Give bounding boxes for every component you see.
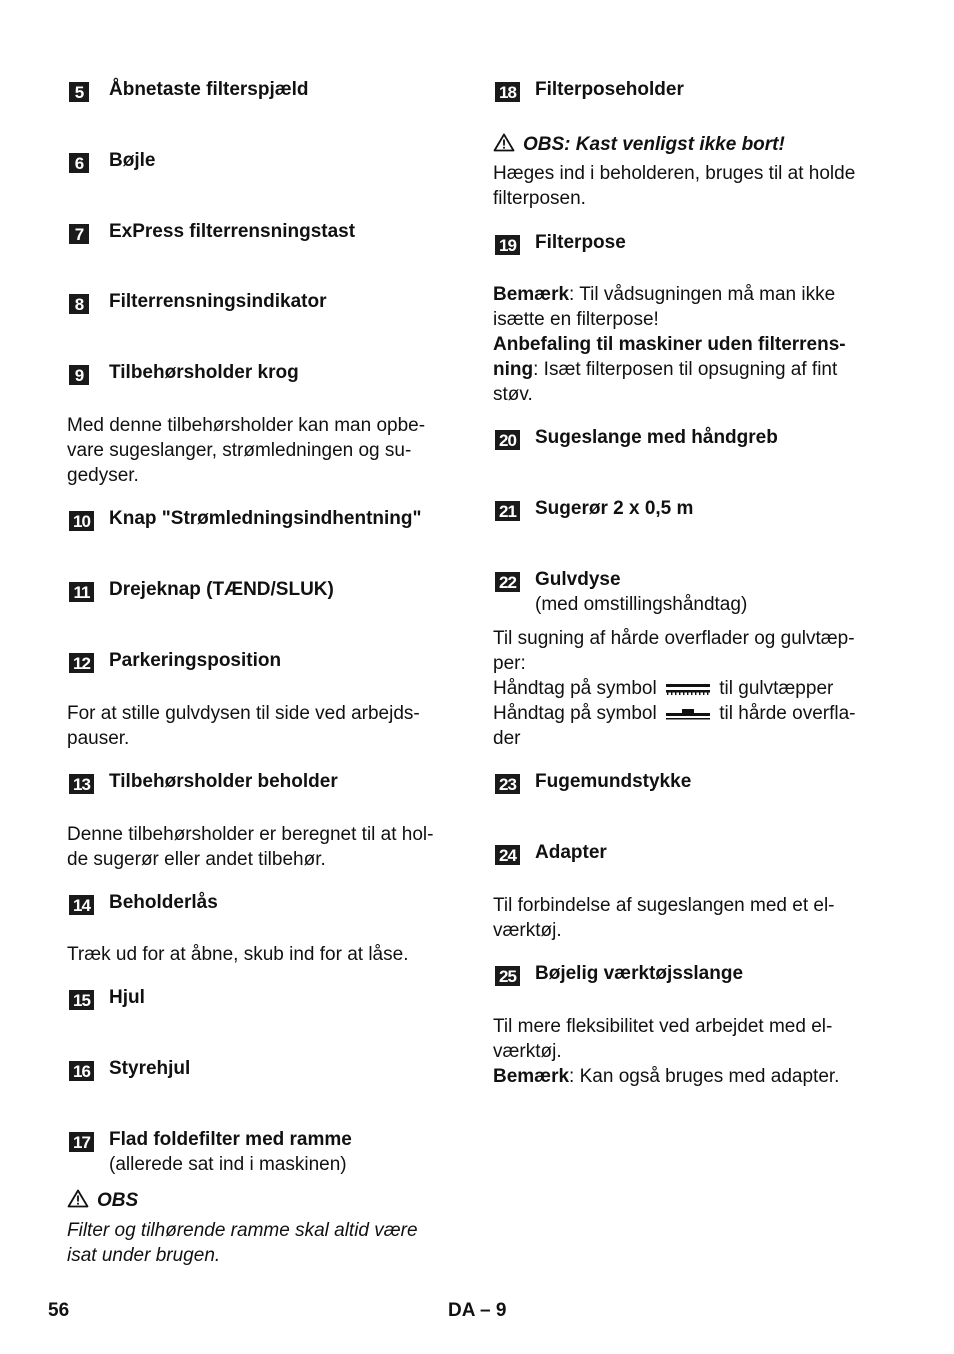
item-25-description: Til mere fleksibilitet ved arbejdet med el- værktøj. Bemærk: Kan også bruges med adapter. xyxy=(493,1016,840,1087)
item-number-badge: 17 xyxy=(69,1132,94,1152)
item-title: Flad foldefilter med ramme xyxy=(109,1129,352,1150)
item-number-badge: 25 xyxy=(495,966,520,986)
item-9-description: Med denne tilbehørsholder kan man opbe- vare sugeslanger, strømledningen og su- gedyser. xyxy=(67,415,426,486)
item-title: Fugemundstykke xyxy=(535,771,692,792)
item-17-warning xyxy=(67,1188,138,1213)
item-number-badge: 24 xyxy=(495,845,520,865)
item-title: Filterposeholder xyxy=(535,79,684,100)
item-number-badge: 6 xyxy=(69,153,89,173)
item-number-badge: 10 xyxy=(69,511,94,531)
carpet-symbol-icon xyxy=(666,682,710,696)
item-title: Styrehjul xyxy=(109,1058,191,1079)
item-number-badge: 15 xyxy=(69,990,94,1010)
item-number-badge: 16 xyxy=(69,1061,94,1081)
item-title: Åbnetaste filterspjæld xyxy=(109,79,309,100)
item-title: Knap "Strømledningsindhentning" xyxy=(109,508,422,529)
item-17-warning-text: Filter og tilhørende ramme skal altid være isat under brugen. xyxy=(67,1220,418,1266)
item-22-description: Til sugning af hårde overflader og gulvtæp- per: Håndtag på symbol til gulvtæpper Håndtag på symbol til hårde overfla- der xyxy=(493,628,856,749)
item-18-warning xyxy=(493,132,785,157)
item-title: Bøjelig værktøjsslange xyxy=(535,963,744,984)
item-number-badge: 9 xyxy=(69,365,89,385)
warning-label: OBS: Kast venligst ikke bort! xyxy=(523,134,785,155)
item-18-description: Hæges ind i beholderen, bruges til at holde filterposen. xyxy=(493,163,856,209)
item-number-badge: 19 xyxy=(495,235,520,255)
warning-label: OBS xyxy=(97,1190,139,1211)
item-number-badge: 18 xyxy=(495,82,520,102)
item-title: Filterrensningsindikator xyxy=(109,291,327,312)
warning-triangle-icon xyxy=(67,1189,89,1208)
item-12-description: For at stille gulvdysen til side ved arbejds- pauser. xyxy=(67,703,420,749)
item-number-badge: 22 xyxy=(495,572,520,592)
item-number-badge: 20 xyxy=(495,430,520,450)
item-number-badge: 13 xyxy=(69,774,94,794)
page-number: 56 xyxy=(48,1300,70,1321)
item-title: Hjul xyxy=(109,987,145,1008)
item-title: Drejeknap (TÆND/SLUK) xyxy=(109,579,334,600)
item-14-description: Træk ud for at åbne, skub ind for at låse. xyxy=(67,944,409,965)
section-label: DA – 9 xyxy=(448,1300,507,1321)
item-title: Adapter xyxy=(535,842,607,863)
item-number-badge: 8 xyxy=(69,294,89,314)
item-number-badge: 14 xyxy=(69,895,94,915)
item-19-notes: Bemærk: Til vådsugningen må man ikke isætte en filterpose! Anbefaling til maskiner uden filterrens- ning: Isæt filterposen til opsugning af fint støv. xyxy=(493,284,846,405)
warning-triangle-icon xyxy=(493,133,515,152)
item-title: Gulvdyse xyxy=(535,569,621,590)
item-title: Tilbehørsholder beholder xyxy=(109,771,338,792)
item-title: Tilbehørsholder krog xyxy=(109,362,299,383)
item-title: ExPress filterrensningstast xyxy=(109,221,356,242)
item-number-badge: 7 xyxy=(69,224,89,244)
item-title: Beholderlås xyxy=(109,892,218,913)
item-24-description: Til forbindelse af sugeslangen med et el- værktøj. xyxy=(493,895,835,941)
item-title: Parkeringsposition xyxy=(109,650,282,671)
item-title: Sugerør 2 x 0,5 m xyxy=(535,498,694,519)
item-title: Bøjle xyxy=(109,150,156,171)
item-title: Sugeslange med håndgreb xyxy=(535,427,778,448)
item-number-badge: 11 xyxy=(69,582,94,602)
item-subtitle: (allerede sat ind i maskinen) xyxy=(109,1154,347,1175)
item-13-description: Denne tilbehørsholder er beregnet til at hol- de sugerør eller andet tilbehør. xyxy=(67,824,434,870)
item-number-badge: 12 xyxy=(69,653,94,673)
item-number-badge: 21 xyxy=(495,501,520,521)
item-subtitle: (med omstillingshåndtag) xyxy=(535,594,748,615)
item-number-badge: 23 xyxy=(495,774,520,794)
item-number-badge: 5 xyxy=(69,82,89,102)
hard-floor-symbol-icon xyxy=(666,707,710,721)
item-title: Filterpose xyxy=(535,232,626,253)
